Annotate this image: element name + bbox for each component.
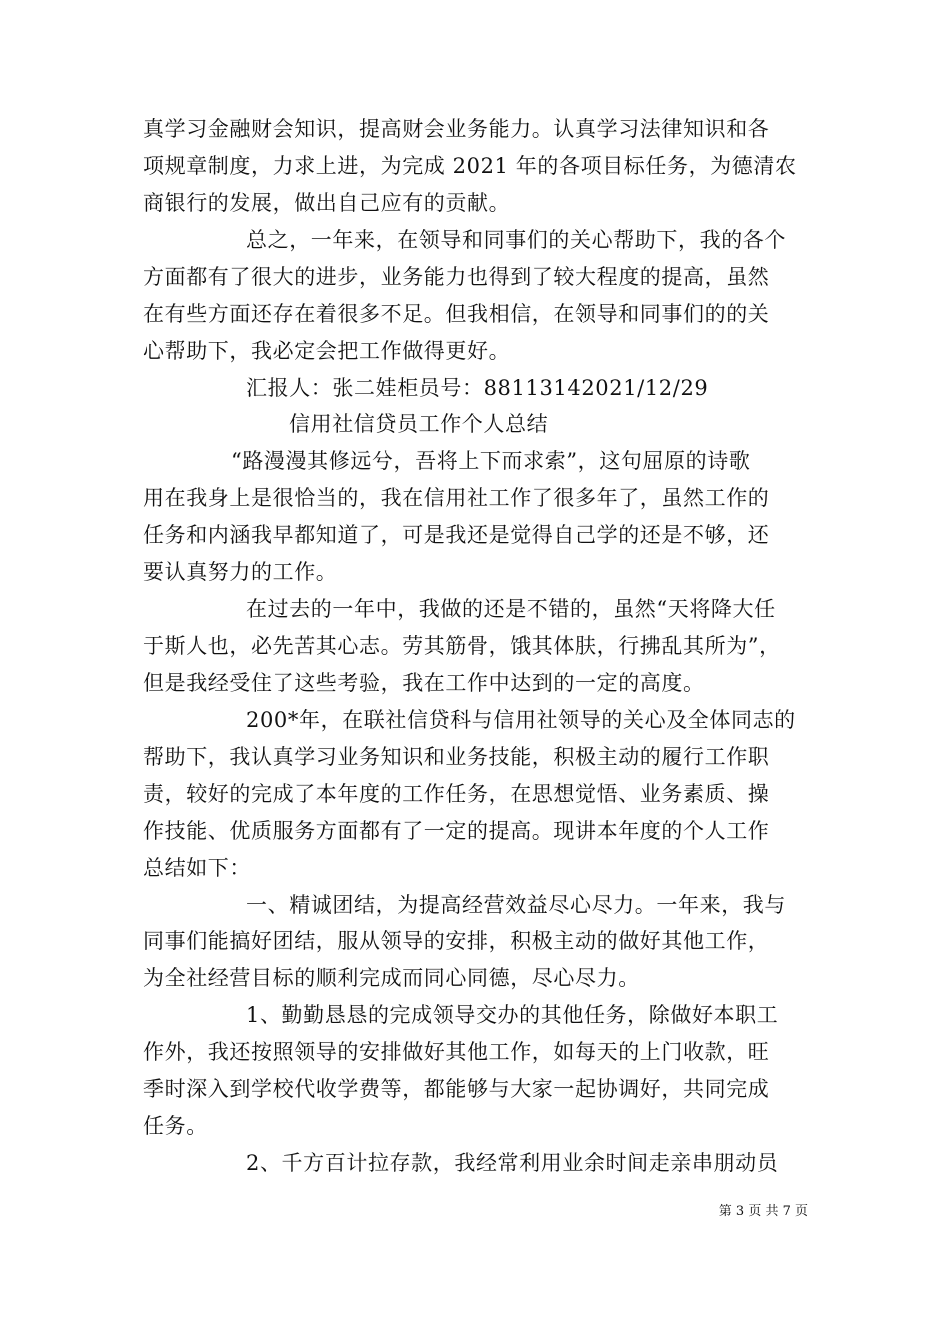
paragraph-start-line: “路漫漫其修远兮，吾将上下而求索”，这句屈原的诗歌 [231,449,751,473]
text-line: 同事们能搞好团结，服从领导的安排，积极主动的做好其他工作， [143,929,770,953]
section-title: 信用社信贷员工作个人总结 [289,412,549,436]
text-line: 但是我经受住了这些考验，我在工作中达到的一定的高度。 [143,671,705,695]
text-line: 作外，我还按照领导的安排做好其他工作，如每天的上门收款，旺 [143,1040,770,1064]
text-line: 帮助下，我认真学习业务知识和业务技能，积极主动的履行工作职 [143,745,770,769]
text-line: 方面都有了很大的进步，业务能力也得到了较大程度的提高，虽然 [143,265,770,289]
text-line: 心帮助下，我必定会把工作做得更好。 [143,339,511,363]
text-line: 要认真努力的工作。 [143,560,338,584]
text-line: 用在我身上是很恰当的，我在信用社工作了很多年了，虽然工作的 [143,486,770,510]
text-line: 总结如下： [143,856,251,880]
paragraph-start-line: 2、千方百计拉存款，我经常利用业余时间走亲串朋动员 [246,1151,779,1175]
text-line: 在有些方面还存在着很多不足。但我相信，在领导和同事们的的关 [143,302,770,326]
text-line: 于斯人也，必先苦其心志。劳其筋骨，饿其体肤，行拂乱其所为”， [143,634,781,658]
text-line: 任务和内涵我早都知道了，可是我还是觉得自己学的还是不够，还 [143,523,770,547]
text-line: 真学习金融财会知识，提高财会业务能力。认真学习法律知识和各 [143,117,770,141]
page-number: 第 3 页 共 7 页 [718,1204,808,1219]
text-line: 作技能、优质服务方面都有了一定的提高。现讲本年度的个人工作 [143,819,770,843]
text-line: 季时深入到学校代收学费等，都能够与大家一起协调好，共同完成 [143,1077,770,1101]
paragraph-start-line: 一、精诚团结，为提高经营效益尽心尽力。一年来，我与 [246,893,786,917]
paragraph-start-line: 200*年，在联社信贷科与信用社领导的关心及全体同志的 [246,708,796,732]
paragraph-start-line: 在过去的一年中，我做的还是不错的，虽然“天将降大任 [246,597,776,621]
text-line: 项规章制度，力求上进，为完成 2021 年的各项目标任务，为德清农 [143,154,797,178]
paragraph-start-line: 1、勤勤恳恳的完成领导交办的其他任务，除做好本职工 [246,1003,779,1027]
reporter-line: 汇报人：张二娃柜员号：88113142021/12/29 [246,376,709,400]
text-line: 商银行的发展，做出自己应有的贡献。 [143,191,511,215]
text-line: 为全社经营目标的顺利完成而同心同德，尽心尽力。 [143,966,640,990]
paragraph-start-line: 总之，一年来，在领导和同事们的关心帮助下，我的各个 [246,228,786,252]
text-line: 任务。 [143,1114,208,1138]
text-line: 责，较好的完成了本年度的工作任务，在思想觉悟、业务素质、操 [143,782,770,806]
